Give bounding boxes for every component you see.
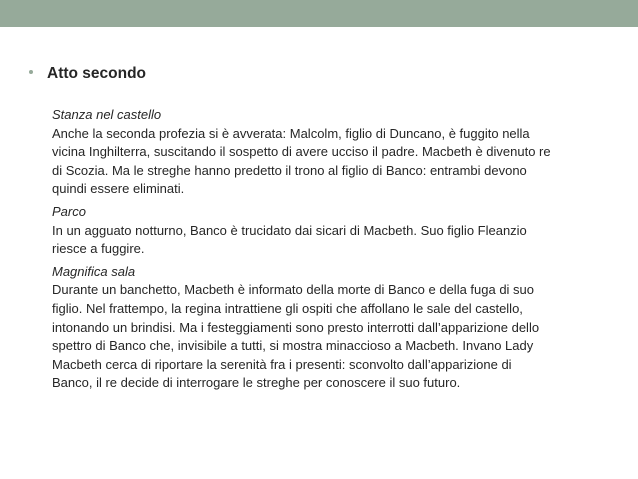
bullet-dot-icon [29, 70, 33, 74]
scene-text-line: intonando un brindisi. Ma i festeggiamenti sono presto interrotti dall’apparizione dello [52, 319, 540, 335]
scene-title: Stanza nel castello [52, 107, 162, 122]
scene-text-line: Macbeth cerca di riportare la serenità fra i presenti: sconvolto dall’apparizione di [52, 356, 512, 372]
scene-text-line: spettro di Banco che, invisibile a tutti, si mostra minaccioso a Macbeth. Invano Lady [52, 338, 534, 354]
scene-text-line: di Scozia. Ma le streghe hanno predetto il trono al figlio di Banco: entrambi devono [52, 162, 527, 178]
scene-text-line: Durante un banchetto, Macbeth è informato della morte di Banco e della fuga di suo [52, 282, 535, 298]
scene-text-line: quindi essere eliminati. [52, 181, 185, 197]
scene-text-line: Banco, il re decide di interrogare le streghe per conoscere il suo futuro. [52, 375, 461, 391]
scene-text-line: figlio. Nel frattempo, la regina intrattiene gli ospiti che affollano le sale del castello, [52, 300, 523, 316]
slide-body [52, 106, 612, 393]
scene-title: Magnifica sala [52, 263, 136, 279]
heading-row [29, 63, 146, 85]
scene-text-line: In un agguato notturno, Banco è trucidato dai sicari di Macbeth. Suo figlio Fleanzio [52, 222, 527, 238]
scene-text-line: vicina Inghilterra, suscitando il sospetto di avere ucciso il padre. Macbeth è divenuto re [52, 144, 551, 160]
scene-text-line: riesce a fuggire. [52, 241, 145, 257]
slide-heading: Atto secondo [47, 65, 147, 82]
scene-title: Parco [52, 203, 86, 219]
scene-text-line: Anche la seconda profezia si è avverata: Malcolm, figlio di Duncano, è fuggito nella [52, 125, 530, 141]
